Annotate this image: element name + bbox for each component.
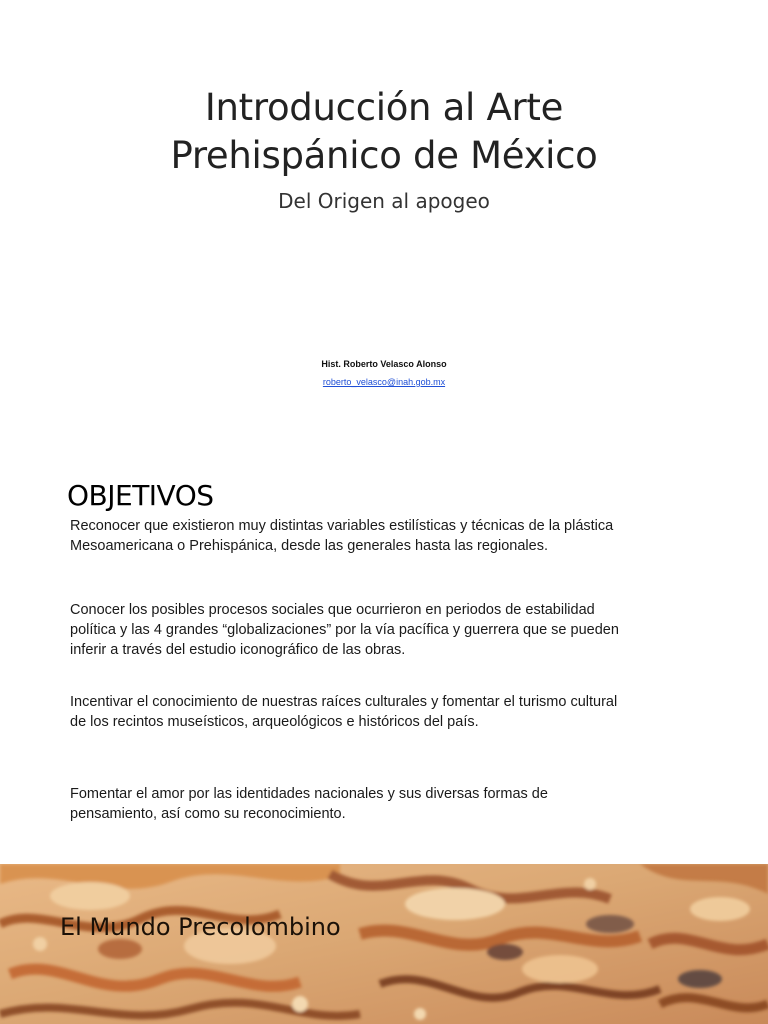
author-name: Hist. Roberto Velasco Alonso (321, 359, 447, 369)
objective-item-4: Fomentar el amor por las identidades nacionales y sus diversas formas de pensamiento, así como su reconocimiento. (70, 786, 548, 822)
objective-item-3: Incentivar el conocimiento de nuestras raíces culturales y fomentar el turismo cultural de los recintos museísticos, arqueológicos e históricos del país. (70, 694, 618, 730)
title-line-1: Introducción al Arte (204, 86, 564, 129)
section-heading: El Mundo Precolombino (60, 913, 341, 941)
objective-item-2: Conocer los posibles procesos sociales que ocurrieron en periodos de estabilidad política y las 4 grandes “globalizaciones” por la vía pacífica y guerrera que se pueden inferir a través del estudio iconográfico de las obras. (70, 602, 619, 658)
author-email-link[interactable]: roberto_velasco@inah.gob.mx (322, 377, 446, 387)
presentation-title (60, 84, 708, 180)
section-slide (0, 864, 768, 1024)
title-line-2: Prehispánico de México (170, 134, 598, 177)
presentation-subtitle: Del Origen al apogeo (278, 189, 490, 213)
title-slide (0, 0, 768, 432)
mural-painting-background (0, 864, 768, 1024)
objectives-slide (0, 432, 768, 864)
objectives-heading: OBJETIVOS (67, 479, 214, 512)
objective-item-1: Reconocer que existieron muy distintas variables estilísticas y técnicas de la plástica Mesoamericana o Prehispánica, desde las generales hasta las regionales. (70, 518, 614, 554)
author-block (100, 357, 668, 390)
